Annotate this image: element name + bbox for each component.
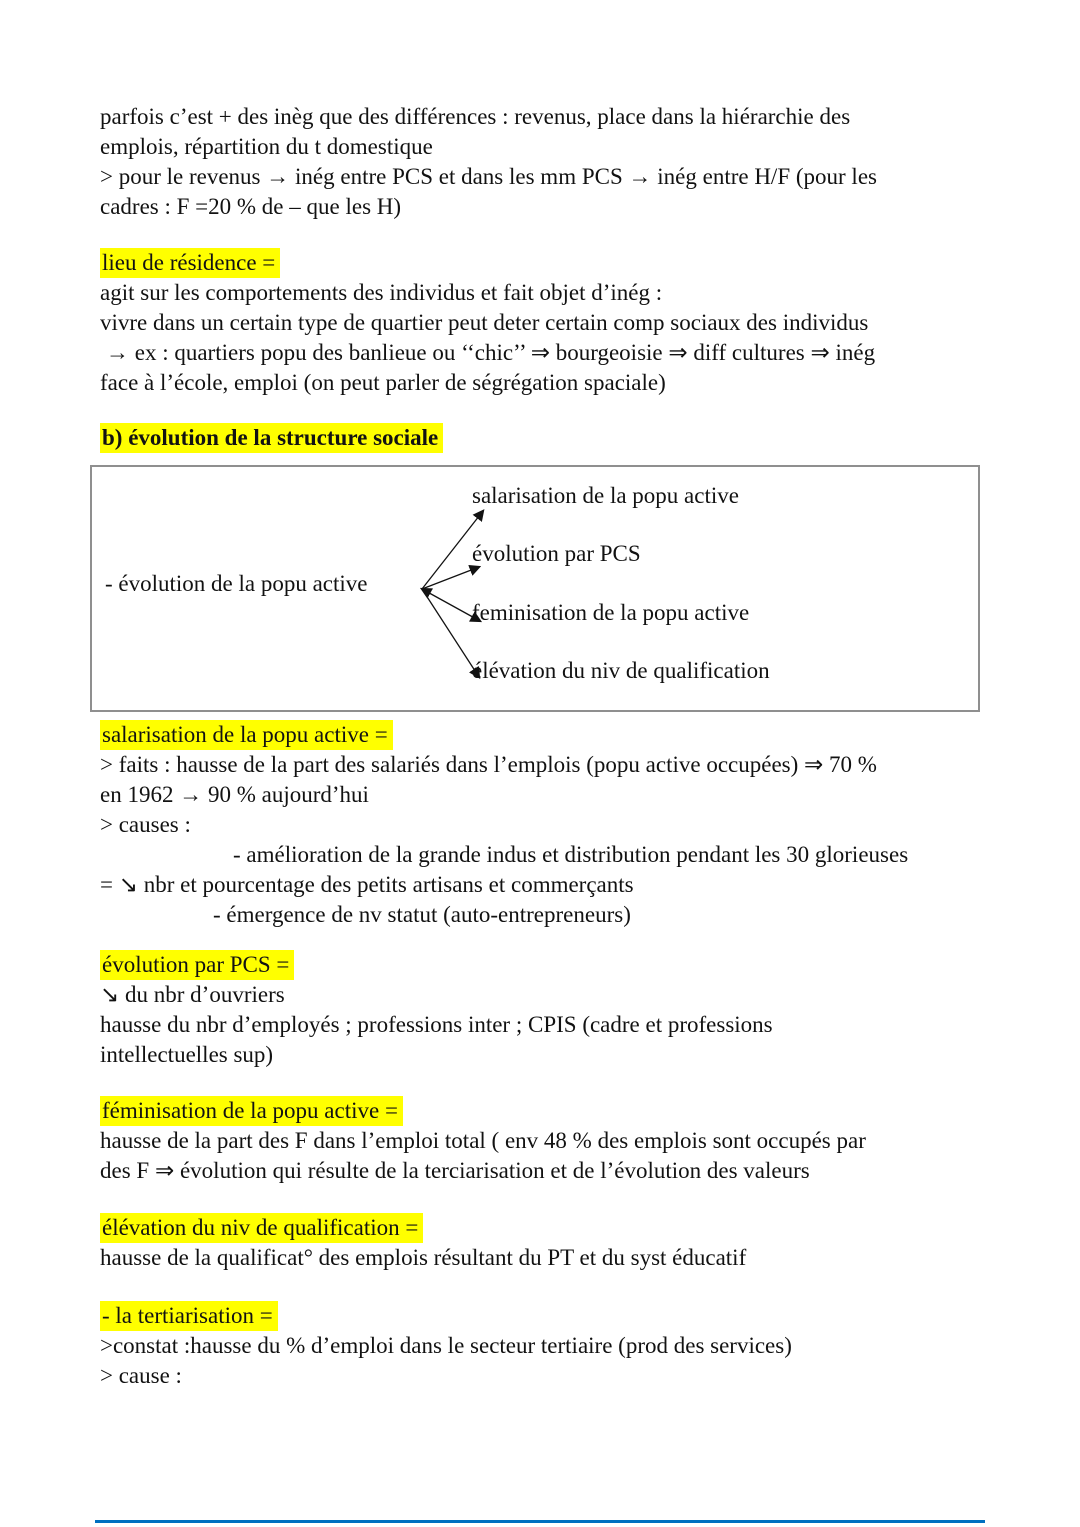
section-heading-line	[100, 720, 990, 750]
document-content	[100, 102, 990, 1391]
highlighted-subsection-heading: b) évolution de la structure sociale	[100, 423, 443, 453]
highlighted-heading: élévation du niv de qualification =	[100, 1213, 423, 1243]
text-line: intellectuelles sup)	[100, 1042, 274, 1067]
text-line: > faits : hausse de la part des salariés dans l’emplois (popu active occupées) ⇒ 70 %	[100, 752, 877, 777]
diagram-branch-label: élévation du niv de qualification	[472, 658, 770, 683]
intro-paragraph	[100, 102, 990, 222]
text-line: hausse du nbr d’employés ; professions inter ; CPIS (cadre et professions	[100, 1012, 773, 1037]
text-line: parfois c’est + des inèg que des différences : revenus, place dans la hiérarchie des	[100, 104, 851, 129]
text-line: hausse de la part des F dans l’emploi total ( env 48 % des emplois sont occupés par	[100, 1128, 866, 1153]
highlighted-heading: - la tertiarisation =	[100, 1301, 278, 1331]
text-line: → ex : quartiers popu des banlieue ou ‘‘chic’’ ⇒ bourgeoisie ⇒ diff cultures ⇒ inég	[106, 340, 876, 365]
section-evolution-pcs	[100, 950, 990, 1070]
diagram-branch-label: évolution par PCS	[472, 541, 641, 566]
highlighted-heading: salarisation de la popu active =	[100, 720, 393, 750]
text-line: des F ⇒ évolution qui résulte de la terciarisation et de l’évolution des valeurs	[100, 1158, 810, 1183]
section-lieu-de-residence	[100, 248, 990, 398]
text-line: hausse de la qualificat° des emplois résultant du PT et du syst éducatif	[100, 1245, 747, 1270]
text-line: face à l’école, emploi (on peut parler de ségrégation spaciale)	[100, 370, 666, 395]
text-line: = ↘ nbr et pourcentage des petits artisans et commerçants	[100, 872, 634, 897]
text-line: > causes :	[100, 812, 191, 837]
section-heading-line	[100, 1096, 990, 1126]
text-line: >constat :hausse du % d’emploi dans le secteur tertiaire (prod des services)	[100, 1333, 792, 1358]
text-line: > cause :	[100, 1363, 182, 1388]
section-heading-line	[100, 248, 990, 278]
section-salarisation	[100, 720, 990, 930]
section-heading-line	[100, 1301, 990, 1331]
subsection-heading-line	[100, 423, 990, 453]
text-line: agit sur les comportements des individus et fait objet d’inég :	[100, 280, 663, 305]
text-line: vivre dans un certain type de quartier peut deter certain comp sociaux des individus	[100, 310, 869, 335]
bottom-blue-line	[95, 1520, 985, 1523]
text-line: ↘ du nbr d’ouvriers	[100, 982, 285, 1007]
text-line: > pour le revenus → inég entre PCS et dans les mm PCS → inég entre H/F (pour les	[100, 164, 877, 189]
section-feminisation	[100, 1096, 990, 1186]
diagram-root-label: - évolution de la popu active	[105, 571, 368, 596]
section-heading-line	[100, 950, 990, 980]
text-line: - émergence de nv statut (auto-entrepreneurs)	[213, 902, 631, 927]
highlighted-heading: lieu de résidence =	[100, 248, 280, 278]
text-line: emplois, répartition du t domestique	[100, 134, 433, 159]
highlighted-heading: évolution par PCS =	[100, 950, 294, 980]
diagram-box	[90, 465, 980, 712]
section-heading-line	[100, 1213, 990, 1243]
arrow-line-elevation	[422, 589, 479, 677]
diagram-branch-label: salarisation de la popu active	[472, 483, 739, 508]
section-tertiarisation	[100, 1301, 990, 1391]
text-line: cadres : F =20 % de – que les H)	[100, 194, 402, 219]
section-elevation-qualification	[100, 1213, 990, 1273]
diagram-branch-label: feminisation de la popu active	[472, 600, 750, 625]
highlighted-heading: féminisation de la popu active =	[100, 1096, 403, 1126]
text-line: - amélioration de la grande indus et distribution pendant les 30 glorieuses	[233, 842, 909, 867]
text-line: en 1962 → 90 % aujourd’hui	[100, 782, 369, 807]
